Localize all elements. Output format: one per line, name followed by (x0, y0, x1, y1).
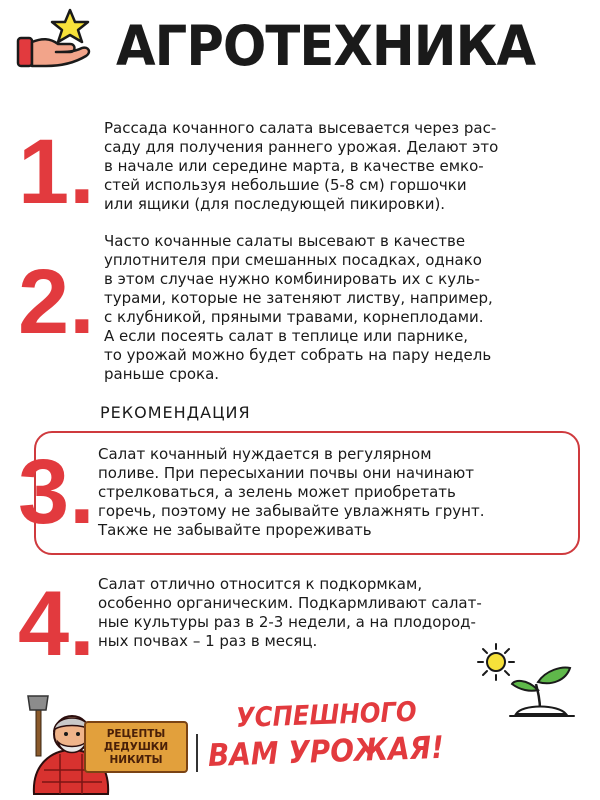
step-number-1: 1. (18, 121, 95, 223)
step-text-2: Часто кочанные салаты высевают в качестве уплотнителя при смешанных посадках, однако в этом случае нужно комбинировать их с куль- турами, которые не затеняют листву, например, с клубникой, пряными травами, корнеплодами. А если посеять салат в теплице или парнике, то урожай можно будет собрать на пару недель раньше срока. (104, 232, 493, 383)
slogan-line-1: УСПЕШНОГО (235, 696, 418, 734)
step-text-1: Рассада кочанного салата высевается через рас- саду для получения раннего урожая. Делают это в начале или середине марта, в качестве емко- стей используя небольшие (5-8 см) горшочки или ящики (для последующей пикировки). (104, 119, 499, 213)
step-text-4: Салат отлично относится к подкормкам, особенно органическим. Подкармливают салат- ные культуры раз в 2-3 недели, а на плодород- ных почвах – 1 раз в месяц. (98, 575, 482, 650)
logo-line-1: РЕЦЕПТЫ (106, 727, 166, 740)
recommendation-label: РЕКОМЕНДАЦИЯ (100, 403, 251, 422)
grandpa-mascot-icon (14, 690, 186, 796)
logo-banner (84, 721, 188, 773)
hand-with-star-icon (14, 8, 96, 74)
step-number-2: 2. (18, 251, 95, 353)
slogan-line-2: ВАМ УРОЖАЯ! (207, 729, 445, 774)
logo-line-3: НИКИТЫ (109, 753, 163, 766)
step-number-4: 4. (18, 573, 95, 675)
logo-line-2: ДЕДУШКИ (103, 740, 169, 753)
step-text-3: Салат кочанный нуждается в регулярном поливе. При пересыхании почвы они начинают стрелковаться, а зелень может приобретать горечь, поэтому не забывайте увлажнять грунт. Также не забывайте прореживать (98, 445, 485, 539)
step-number-3: 3. (18, 441, 95, 543)
sun-and-sprout-icon (466, 640, 584, 724)
page-title: АГРОТЕХНИКА (116, 14, 536, 78)
divider (196, 734, 198, 772)
